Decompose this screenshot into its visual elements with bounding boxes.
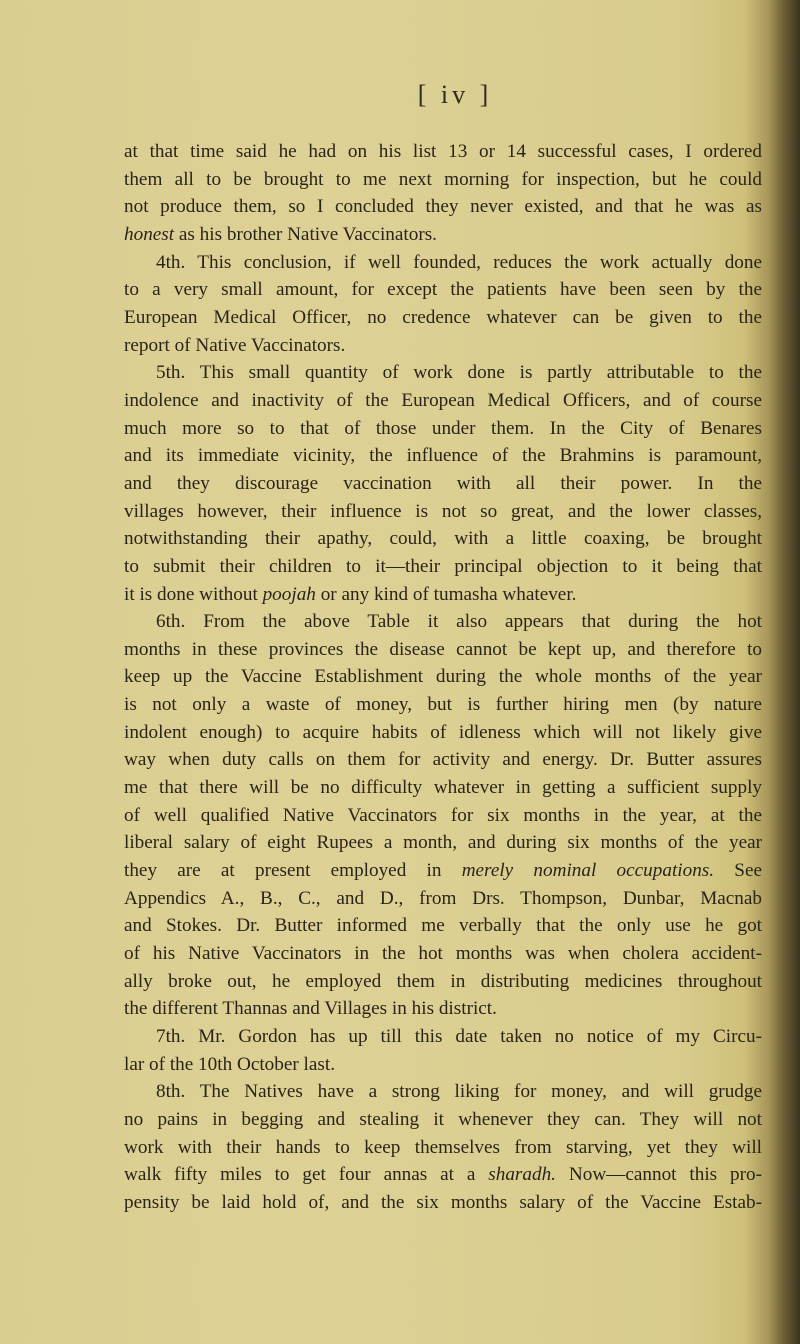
- text-line: [124, 912, 762, 940]
- text-line: [124, 332, 762, 360]
- text-line: [124, 498, 762, 526]
- text-span: Now—cannot this pro-: [555, 1164, 762, 1186]
- text-line: [124, 470, 762, 498]
- text-span: European Medical Officer, no credence whatever can be given to the: [124, 306, 762, 328]
- text-line: [124, 608, 762, 636]
- text-line: [124, 746, 762, 774]
- text-span: 6th. From the above Table it also appears that during the hot: [156, 611, 762, 633]
- text-span: way when duty calls on them for activity and energy. Dr. Butter assures: [124, 749, 762, 771]
- text-span: months in these provinces the disease cannot be kept up, and therefore to: [124, 638, 762, 660]
- text-span: 7th. Mr. Gordon has up till this date taken no notice of my Circu-: [156, 1026, 762, 1047]
- text-span: it is done without: [124, 583, 263, 605]
- text-span: 5th. This small quantity of work done is partly attributable to the: [156, 362, 762, 384]
- text-span: as his brother Native Vaccinators.: [174, 223, 437, 245]
- text-span: them all to be brought to me next morning for inspection, but he could: [124, 168, 762, 190]
- text-line: [124, 802, 762, 830]
- text-span: of his Native Vaccinators in the hot months was when cholera accident-: [124, 943, 762, 965]
- text-span: the different Thannas and Villages in his district.: [124, 998, 497, 1020]
- text-span: of well qualified Native Vaccinators for six months in the year, at the: [124, 804, 762, 826]
- text-span: and its immediate vicinity, the influence of the Brahmins is paramount,: [124, 445, 762, 467]
- text-span: villages however, their influence is not so great, and the lower classes,: [124, 500, 762, 522]
- text-line: [124, 1134, 762, 1162]
- text-span: no pains in begging and stealing it whenever they can. They will not: [124, 1108, 762, 1130]
- text-span: walk fifty miles to get four annas at a: [124, 1164, 489, 1186]
- text-span: liberal salary of eight Rupees a month, and during six months of the year: [124, 832, 762, 854]
- text-span: 4th. This conclusion, if well founded, reduces the work actually done: [156, 251, 762, 273]
- text-span: keep up the Vaccine Establishment during the whole months of the year: [124, 666, 762, 688]
- text-span: to a very small amount, for except the patients have been seen by the: [124, 279, 762, 301]
- text-span: notwithstanding their apathy, could, with a little coaxing, be brought: [124, 528, 762, 550]
- italic-text: sharadh.: [488, 1164, 556, 1186]
- text-line: [124, 1051, 762, 1079]
- text-line: [124, 663, 762, 691]
- text-span: lar of the 10th October last.: [124, 1053, 335, 1075]
- text-span: is not only a waste of money, but is further hiring men (by nature: [124, 694, 762, 716]
- text-line: [124, 719, 762, 747]
- text-line: [124, 553, 762, 581]
- text-line: [124, 829, 762, 857]
- text-line: [124, 442, 762, 470]
- text-line: [124, 885, 762, 913]
- text-line: [124, 304, 762, 332]
- text-line: [124, 415, 762, 443]
- text-line: [124, 221, 762, 249]
- text-span: me that there will be no difficulty whatever in getting a sufficient supply: [124, 777, 762, 799]
- text-line: [124, 581, 762, 609]
- text-line: [124, 1078, 762, 1106]
- text-span: at that time said he had on his list 13 or 14 successful cases, I ordered: [124, 141, 762, 162]
- text-span: not produce them, so I concluded they never existed, and that he was as: [124, 196, 762, 218]
- text-line: [124, 636, 762, 664]
- text-span: pensity be laid hold of, and the six months salary of the Vaccine Estab-: [124, 1191, 762, 1213]
- text-span: See: [714, 860, 762, 882]
- text-line: [124, 774, 762, 802]
- text-span: work with their hands to keep themselves from starving, yet they will: [124, 1136, 762, 1158]
- body-text: [124, 138, 762, 1217]
- text-line: [124, 857, 762, 885]
- text-span: to submit their children to it—their principal objection to it being that: [124, 555, 762, 577]
- text-span: ally broke out, he employed them in distributing medicines throughout: [124, 970, 762, 992]
- page-number: [ iv ]: [417, 80, 493, 109]
- text-span: indolence and inactivity of the European Medical Officers, and of course: [124, 389, 762, 411]
- text-line: [124, 1023, 762, 1051]
- text-line: [124, 166, 762, 194]
- text-line: [124, 387, 762, 415]
- text-line: [124, 1189, 762, 1217]
- text-span: or any kind of tumasha whatever.: [315, 583, 577, 605]
- text-line: [124, 995, 762, 1023]
- italic-text: poojah: [262, 583, 316, 605]
- text-span: and they discourage vaccination with all their power. In the: [124, 472, 762, 494]
- text-line: [124, 249, 762, 277]
- text-span: and Stokes. Dr. Butter informed me verbally that the only use he got: [124, 915, 762, 937]
- text-line: [124, 193, 762, 221]
- italic-text: honest: [124, 223, 175, 245]
- text-span: much more so to that of those under them. In the City of Benares: [124, 417, 762, 439]
- text-line: [124, 1106, 762, 1134]
- italic-text: merely nominal occupations.: [461, 860, 715, 882]
- text-span: Appendics A., B., C., and D., from Drs. Thompson, Dunbar, Macnab: [124, 887, 762, 909]
- text-line: [124, 138, 762, 166]
- text-span: they are at present employed in: [124, 860, 462, 882]
- text-span: indolent enough) to acquire habits of idleness which will not likely give: [124, 721, 762, 743]
- text-line: [124, 940, 762, 968]
- text-line: [124, 525, 762, 553]
- text-line: [124, 968, 762, 996]
- text-span: 8th. The Natives have a strong liking for money, and will grudge: [156, 1081, 762, 1103]
- text-line: [124, 1161, 762, 1189]
- text-span: report of Native Vaccinators.: [124, 334, 346, 356]
- text-line: [124, 276, 762, 304]
- text-line: [124, 359, 762, 387]
- text-line: [124, 691, 762, 719]
